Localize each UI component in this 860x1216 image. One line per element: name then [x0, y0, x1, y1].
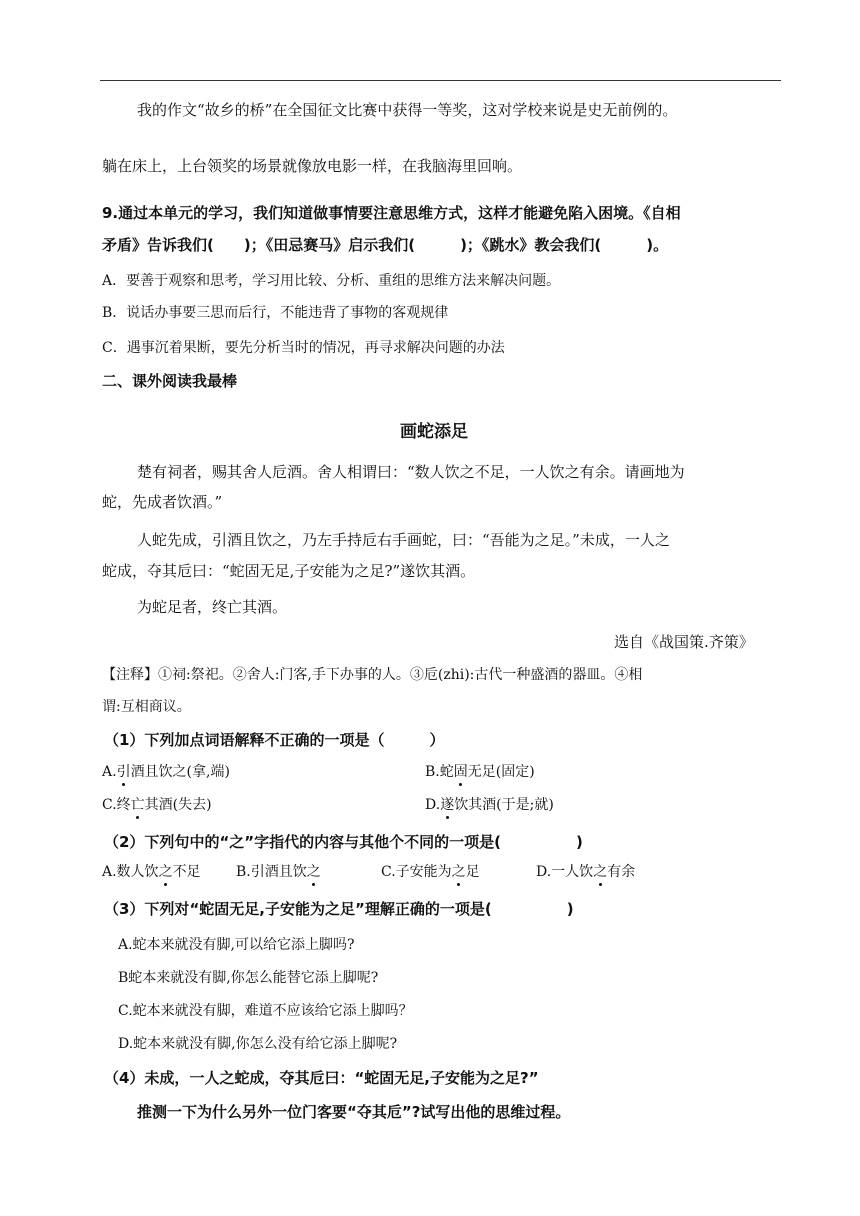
dotted-character: 之 [593, 864, 608, 880]
essay-line-1: 我的作文“故乡的桥”在全国征文比赛中获得一等奖，这对学校来说是史无前例的。 [137, 101, 678, 119]
annotation-line-2: 谓:互相商议。 [102, 699, 191, 715]
question-9-line-2: 矛盾》告诉我们( )；《田忌赛马》启示我们( )；《跳水》教会我们( )。 [102, 236, 669, 254]
story-title: 画蛇添足 [400, 422, 468, 442]
dotted-character: 之 [158, 864, 173, 880]
subquestion-4-stem: （4）未成，一人之蛇成，夺其卮曰：“蛇固无足,子安能为之足?” [104, 1069, 539, 1087]
subquestion-1-option-a: A.引酒且饮之(拿,端) [102, 764, 230, 780]
subquestion-2-stem: （2）下列句中的“之”字指代的内容与其他个不同的一项是( ) [104, 833, 583, 851]
subquestion-2-option-d: D.一人饮之有余 [536, 864, 636, 880]
subquestion-2-option-b: B.引酒且饮之 [236, 864, 321, 880]
story-paragraph-2-line-2: 蛇成，夺其卮曰：“蛇固无足,子安能为之足?”遂饮其酒。 [102, 562, 476, 580]
dotted-character: 固 [453, 764, 468, 780]
subquestion-3-option-d: D.蛇本来就没有脚,你怎么没有给它添上脚呢? [118, 1036, 398, 1052]
question-9-option-a: A．要善于观察和思考，学习用比较、分析、重组的思维方法来解决问题。 [102, 273, 561, 289]
question-9-option-c: C．遇事沉着果断，要先分析当时的情况，再寻求解决问题的办法 [102, 340, 505, 356]
annotation-line-1: 【注释】①祠:祭祀。②舍人:门客,手下办事的人。③卮(zhi):古代一种盛酒的器皿。④相 [102, 667, 643, 683]
story-source: 选自《战国策.齐策》 [614, 633, 754, 651]
subquestion-3-option-c: C.蛇本来就没有脚，难道不应该给它添上脚吗？ [118, 1003, 413, 1019]
dotted-character: 遂 [440, 797, 455, 813]
subquestion-2-option-a: A.数人饮之不足 [102, 864, 201, 880]
dotted-character: 之 [306, 864, 321, 880]
story-paragraph-1-line-2: 蛇，先成者饮酒。” [102, 493, 223, 511]
question-9-option-b: B．说话办事要三思而后行，不能违背了事物的客观规律 [102, 305, 449, 321]
dotted-character: 亡 [130, 797, 145, 813]
subquestion-1-option-c: C.终亡其酒(失去) [102, 797, 212, 813]
story-paragraph-3: 为蛇足者，终亡其酒。 [137, 598, 288, 616]
subquestion-1-option-b: B.蛇固无足(固定) [425, 764, 535, 780]
header-rule [100, 80, 781, 81]
essay-line-2: 躺在床上，上台领奖的场景就像放电影一样，在我脑海里回响。 [102, 157, 523, 175]
question-9-line-1: 9.通过本单元的学习，我们知道做事情要注意思维方式，这样才能避免陷入困境。《自相 [102, 204, 681, 222]
dotted-character: 之 [451, 864, 466, 880]
subquestion-1-stem: （1）下列加点词语解释不正确的一项是（ ） [104, 731, 445, 749]
story-paragraph-2-line-1: 人蛇先成，引酒且饮之，乃左手持卮右手画蛇，曰：“吾能为之足。”未成，一人之 [137, 531, 670, 549]
subquestion-3-option-a: A.蛇本来就没有脚,可以给它添上脚吗? [118, 937, 355, 953]
subquestion-3-option-b: B蛇本来就没有脚,你怎么能替它添上脚呢? [118, 970, 379, 986]
dotted-character: 引 [116, 764, 131, 780]
subquestion-3-stem: （3）下列对“蛇固无足,子安能为之足”理解正确的一项是( ) [104, 900, 574, 918]
subquestion-2-option-c: C.子安能为之足 [381, 864, 480, 880]
section-heading: 二、课外阅读我最棒 [102, 372, 238, 390]
subquestion-1-option-d: D.遂饮其酒(于是;就) [425, 797, 554, 813]
subquestion-4-prompt: 推测一下为什么另外一位门客要“夺其卮”?试写出他的思维过程。 [137, 1103, 571, 1121]
story-paragraph-1-line-1: 楚有祠者，赐其舍人卮酒。舍人相谓曰：“数人饮之不足，一人饮之有余。请画地为 [137, 463, 685, 481]
